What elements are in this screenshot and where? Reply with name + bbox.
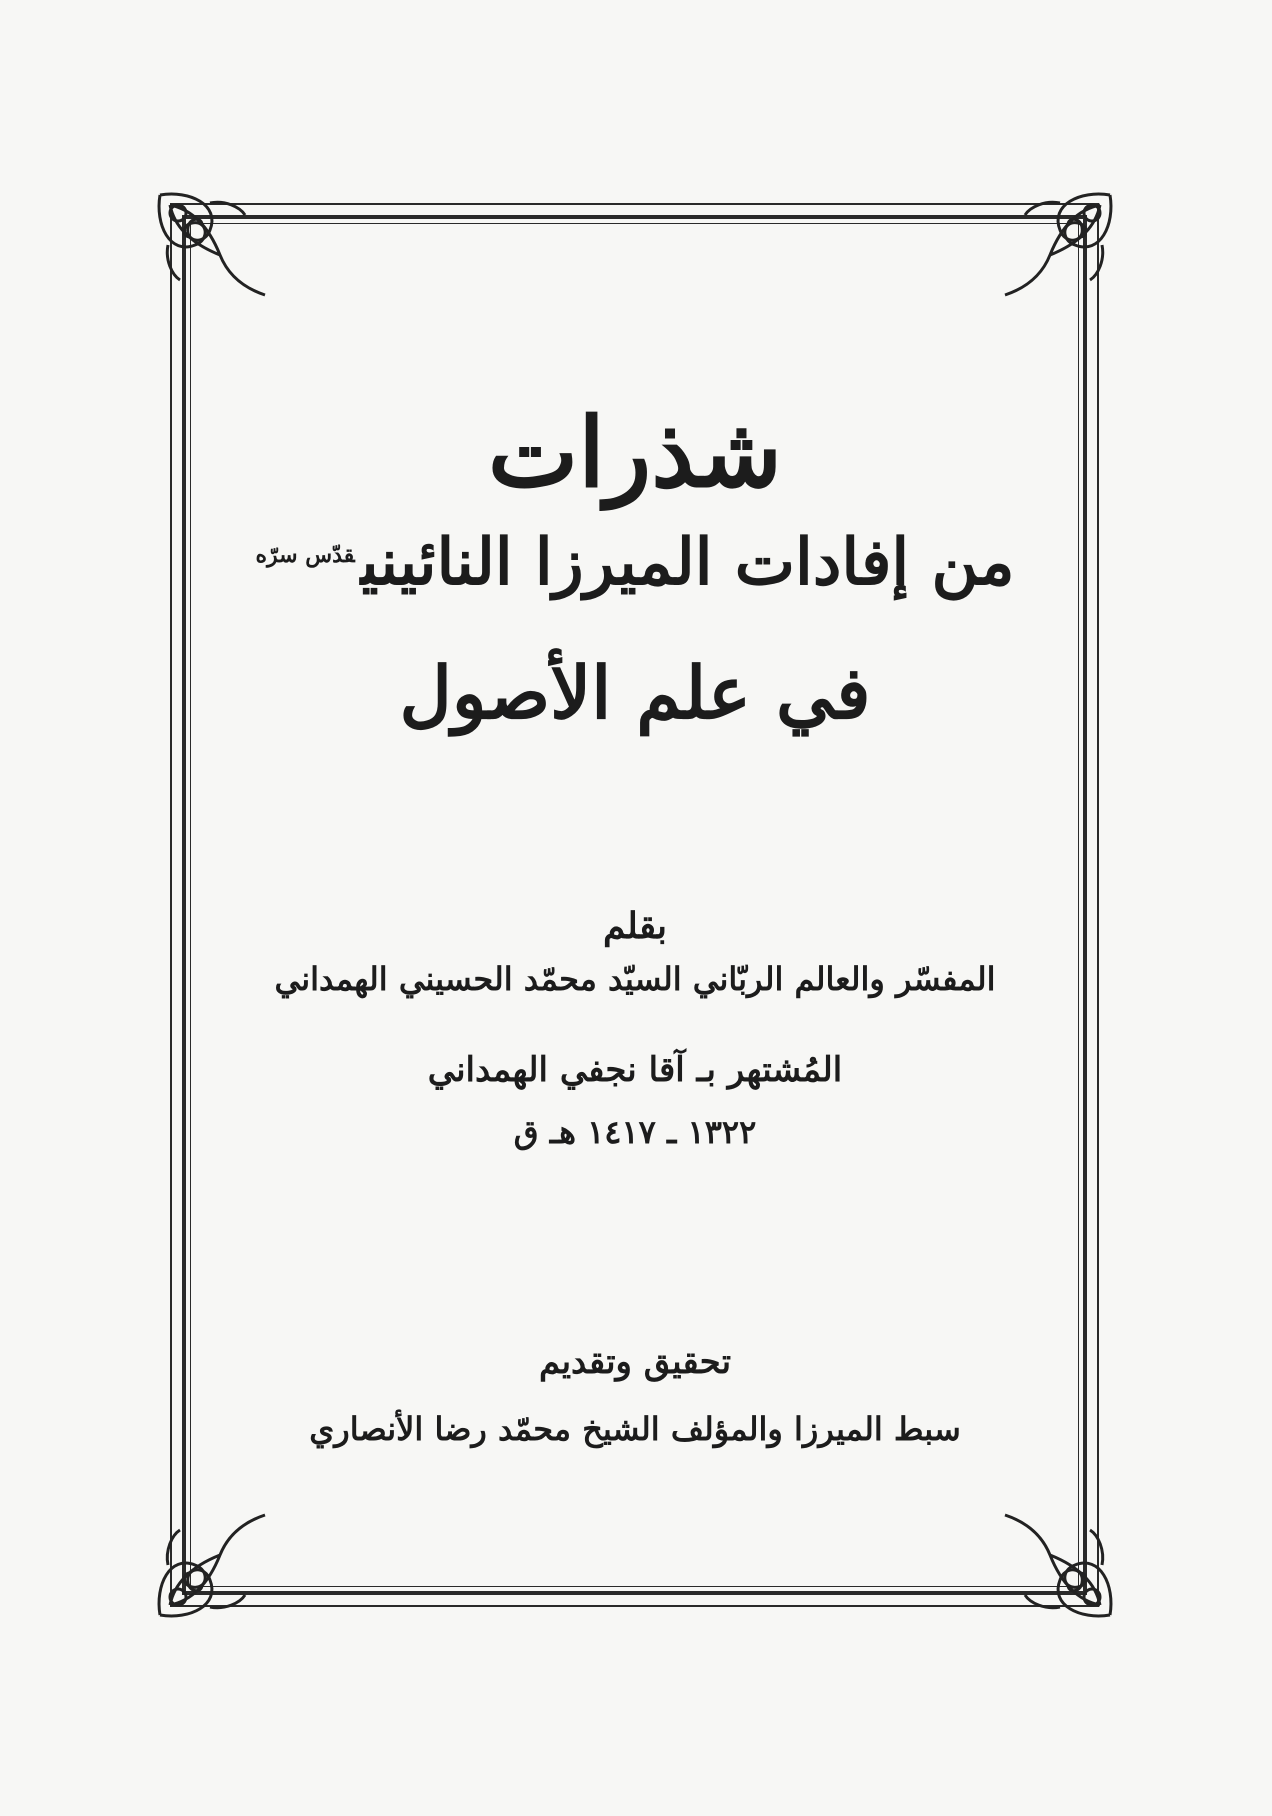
editor-label: تحقيق وتقديم xyxy=(538,1342,732,1382)
book-subtitle-text: من إفادات الميرزا النائيني xyxy=(360,525,1015,600)
book-subtitle xyxy=(200,525,1070,602)
ornament-corner-top-left-icon xyxy=(150,185,270,305)
ornament-corner-bottom-left-icon xyxy=(150,1505,270,1625)
ornament-corner-bottom-right-icon xyxy=(1000,1505,1120,1625)
ornament-corner-top-right-icon xyxy=(1000,185,1120,305)
honorific-text: قدّس سرّه xyxy=(255,541,355,568)
author-known-as: المُشتهر بـ آقا نجفي الهمداني xyxy=(427,1050,843,1090)
author-name: المفسّر والعالم الربّاني السيّد محمّد الحسيني الهمداني xyxy=(274,960,996,998)
author-label: بقلم xyxy=(602,905,668,947)
book-title: شذرات xyxy=(487,396,783,509)
book-subtitle-2: في علم الأصول xyxy=(399,650,871,735)
editor-name: سبط الميرزا والمؤلف الشيخ محمّد رضا الأنصاري xyxy=(309,1410,961,1448)
author-dates: ١٣٢٢ ـ ١٤١٧ هـ ق xyxy=(513,1113,757,1151)
